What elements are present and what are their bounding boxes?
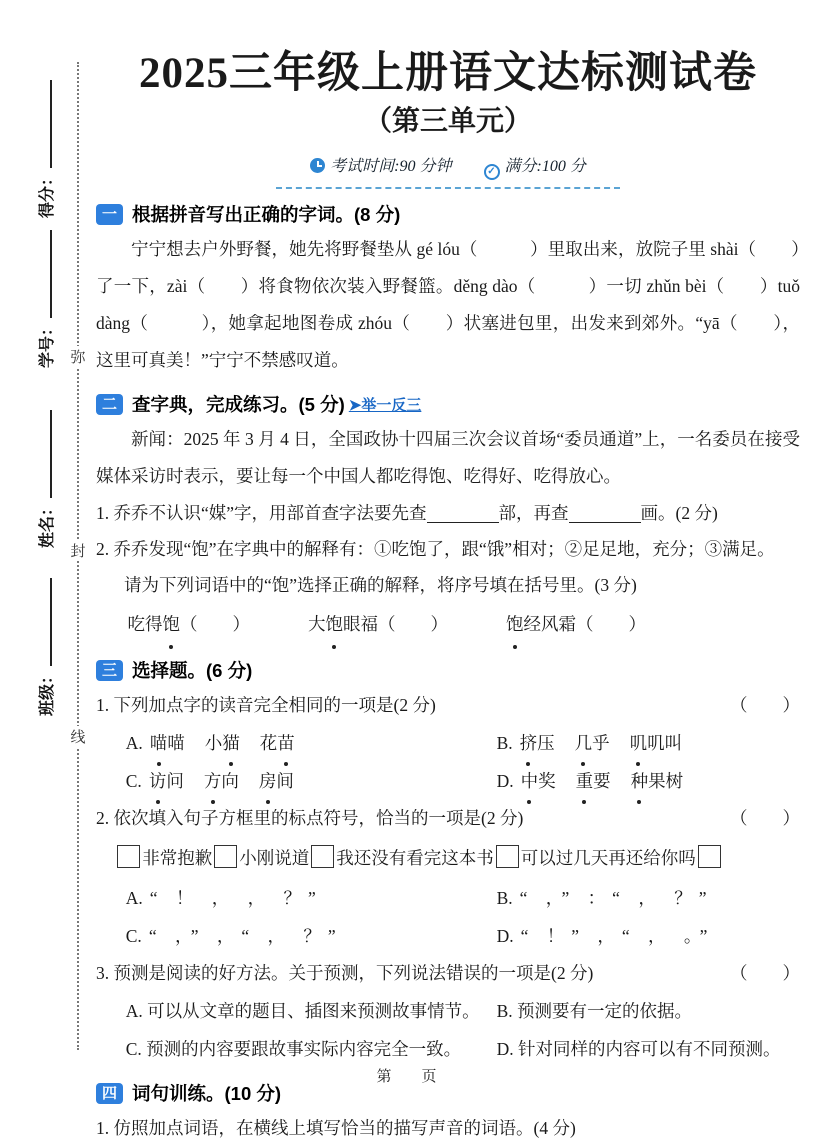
option-label: D. bbox=[496, 771, 514, 792]
char: 乎 bbox=[592, 733, 610, 754]
punctuation-box bbox=[214, 845, 237, 868]
section-2-title: 查字典，完成练习。(5 分) bbox=[132, 394, 345, 416]
dotted-char: 几 bbox=[575, 724, 593, 762]
punctuation-box bbox=[698, 845, 721, 868]
s3-question-2 bbox=[96, 800, 800, 837]
char: 奖 bbox=[538, 771, 556, 792]
char: 经 bbox=[523, 614, 541, 635]
name-blank-line bbox=[37, 410, 52, 498]
seal-char-mi: 弥 bbox=[67, 346, 89, 367]
s2-q1-part3: 画。(2 分) bbox=[640, 503, 718, 524]
student-number-blank-line bbox=[37, 230, 52, 318]
char: 得 bbox=[145, 614, 163, 635]
punctuation-box bbox=[117, 845, 140, 868]
fill-blank bbox=[569, 503, 641, 523]
option-label: D. bbox=[496, 926, 514, 947]
seal-char-xian: 线 bbox=[67, 726, 89, 747]
choice-option bbox=[126, 879, 497, 917]
s2-q1-part1: 1. 乔乔不认识“媒”字，用部首查字法要先查 bbox=[96, 503, 427, 524]
s3-q2-text: 2. 依次填入句子方框里的标点符号，恰当的一项是(2 分) bbox=[96, 808, 524, 829]
char: 向 bbox=[221, 771, 239, 792]
dotted-char: 访 bbox=[149, 762, 167, 800]
dotted-char: 苗 bbox=[277, 724, 295, 762]
emphasized-word bbox=[575, 733, 610, 753]
emphasized-word bbox=[520, 733, 555, 753]
section-3-badge: 三 bbox=[96, 660, 123, 681]
dotted-char: 房 bbox=[259, 762, 277, 800]
exam-time-label: 考试时间:90 分钟 bbox=[330, 158, 452, 176]
score-blank-line bbox=[37, 80, 52, 168]
choice-option bbox=[497, 879, 800, 917]
option-label: C. bbox=[125, 771, 142, 792]
emphasized-word bbox=[630, 733, 683, 753]
punctuation-sequence: “ ！ ， ， ？” bbox=[149, 888, 323, 909]
option-row bbox=[96, 992, 800, 1030]
clock-icon bbox=[310, 158, 325, 173]
emphasized-word bbox=[631, 771, 684, 791]
option-row bbox=[96, 879, 800, 917]
emphasized-word bbox=[204, 771, 239, 791]
s3-q1-text: 1. 下列加点字的读音完全相同的一项是(2 分) bbox=[96, 695, 436, 716]
answer-paren: （ ） bbox=[378, 614, 448, 635]
s3-q2-options bbox=[96, 879, 800, 955]
emphasized-word bbox=[260, 733, 295, 753]
s3-question-1 bbox=[96, 687, 800, 724]
punctuation-box-sentence bbox=[96, 837, 800, 879]
class-blank-line bbox=[37, 578, 52, 666]
student-number-label: 学号： bbox=[39, 319, 56, 368]
char: 间 bbox=[276, 771, 294, 792]
emphasized-word bbox=[150, 733, 185, 753]
exam-info-bar bbox=[96, 151, 800, 189]
emphasized-word bbox=[506, 614, 576, 634]
dotted-char: 中 bbox=[521, 762, 539, 800]
exam-info-inner bbox=[276, 151, 620, 189]
dotted-char: 方 bbox=[204, 762, 222, 800]
section-2-badge: 二 bbox=[96, 394, 123, 415]
char: 树 bbox=[665, 771, 684, 792]
s3-question-3 bbox=[96, 955, 800, 992]
news-paragraph: 新闻：2025 年 3 月 4 日，全国政协十四届三次会议首场“委员通道”上，一名委员在接受媒体采访时表示，要让每一个中国人都吃得饱、吃得好、吃得放心。 bbox=[96, 429, 800, 487]
s3-q1-options bbox=[96, 724, 800, 800]
box-sentence-segment: 可以过几天再还给你吗 bbox=[520, 848, 696, 869]
choice-option bbox=[126, 917, 497, 955]
char: 大 bbox=[308, 614, 326, 635]
char: 压 bbox=[537, 733, 555, 754]
section-4-badge: 四 bbox=[96, 1083, 123, 1104]
choice-option bbox=[126, 724, 497, 762]
emphasized-word bbox=[205, 733, 240, 753]
pinyin-fill-paragraph: 宁宁想去户外野餐，她先将野餐垫从 gé lóu（ ）里取出来，放院子里 shài（ ）了一下，zài（ ）将食物依次装入野餐篮。děng dào（ ）一切 zhǔn bèi（ ）tuǒ dàng（ ），她拿起地图卷成 zhóu（ ）状塞进包里，出发来到郊外。“yā（ ），这里可真美！”宁宁不禁感叹道。 bbox=[96, 239, 800, 371]
box-sentence-segment: 我还没有看完这本书 bbox=[336, 848, 494, 869]
dictionary-word-item bbox=[308, 603, 448, 645]
s3-q3-options bbox=[96, 992, 800, 1068]
dictionary-word-item bbox=[506, 603, 646, 645]
main-content bbox=[96, 0, 800, 1146]
option-label: C. bbox=[125, 926, 142, 947]
dotted-char: 喵 bbox=[150, 724, 168, 762]
char: 果 bbox=[648, 771, 666, 792]
score-field bbox=[34, 58, 56, 218]
char: 眼 bbox=[343, 614, 361, 635]
box-sentence-segment: 小刚说道 bbox=[239, 848, 310, 869]
score-label: 得分： bbox=[39, 169, 56, 218]
answer-paren: （ ） bbox=[576, 614, 646, 635]
name-label: 姓名： bbox=[39, 499, 56, 548]
page-title: 2025三年级上册语文达标测试卷 bbox=[139, 50, 757, 97]
dotted-char: 挤 bbox=[520, 724, 538, 762]
section-3-title: 选择题。(6 分) bbox=[132, 660, 253, 682]
option-label: A. bbox=[125, 733, 143, 754]
choice-option bbox=[497, 917, 800, 955]
emphasized-word bbox=[308, 614, 378, 634]
section-1-title: 根据拼音写出正确的字词。(8 分) bbox=[132, 204, 401, 226]
option-row bbox=[96, 724, 800, 762]
class-label: 班级： bbox=[39, 667, 56, 716]
s2-question-2-line2: 请为下列词语中的“饱”选择正确的解释，将序号填在括号里。(3 分) bbox=[124, 575, 637, 596]
dotted-char: 叽 bbox=[630, 724, 648, 762]
option-label: A. bbox=[125, 888, 143, 909]
char: 喵 bbox=[167, 733, 185, 754]
option-row bbox=[96, 1030, 800, 1068]
emphasized-word bbox=[259, 771, 294, 791]
s3-q3-text: 3. 预测是阅读的好方法。关于预测，下列说法错误的一项是(2 分) bbox=[96, 963, 594, 984]
box-sentence-segment: 非常抱歉 bbox=[142, 848, 213, 869]
emphasized-word bbox=[149, 771, 184, 791]
option-row bbox=[96, 762, 800, 800]
choice-option bbox=[497, 762, 800, 800]
section-2-header bbox=[96, 391, 800, 417]
char: 叫 bbox=[664, 733, 683, 754]
student-number-field bbox=[34, 208, 56, 368]
char: 霜 bbox=[558, 614, 576, 635]
char: 风 bbox=[541, 614, 559, 635]
dotted-char: 猫 bbox=[222, 724, 240, 762]
choice-option: B. 预测要有一定的依据。 bbox=[496, 1001, 692, 1022]
punctuation-box bbox=[311, 845, 334, 868]
seal-char-feng: 封 bbox=[67, 540, 89, 561]
bao-words-row bbox=[96, 603, 800, 645]
dotted-char: 饱 bbox=[506, 603, 524, 645]
class-field bbox=[34, 556, 56, 716]
s3-q3-answer-paren: （ ） bbox=[730, 963, 800, 984]
dictionary-word-item bbox=[128, 603, 251, 645]
s4-question-1: 1. 仿照加点词语，在横线上填写恰当的描写声音的词语。(4 分) bbox=[96, 1118, 576, 1139]
full-score-item bbox=[484, 158, 586, 175]
option-label: B. bbox=[496, 733, 513, 754]
char: 吃 bbox=[127, 614, 145, 635]
s2-question-2-line1: 2. 乔乔发现“饱”在字典中的解释有：①吃饱了，跟“饿”相对；②足足地，充分；③满足。 bbox=[96, 539, 775, 560]
answer-paren: （ ） bbox=[180, 614, 250, 635]
s3-q2-answer-paren: （ ） bbox=[730, 808, 800, 829]
dotted-char: 饱 bbox=[326, 603, 344, 645]
emphasized-word bbox=[521, 771, 556, 791]
emphasized-word bbox=[128, 614, 181, 634]
punctuation-sequence: “ ！” ，“ ， 。” bbox=[520, 926, 715, 947]
circled-check-icon bbox=[484, 164, 500, 180]
section-1-header bbox=[96, 201, 800, 227]
exam-time-item bbox=[310, 158, 455, 175]
char: 叽 bbox=[647, 733, 665, 754]
char: 小 bbox=[204, 733, 223, 754]
s2-q1-part2: 部，再查 bbox=[498, 503, 569, 524]
dotted-char: 重 bbox=[576, 762, 594, 800]
name-field bbox=[34, 388, 56, 548]
dotted-char: 饱 bbox=[163, 603, 181, 645]
s3-q1-answer-paren: （ ） bbox=[730, 695, 800, 716]
choice-option bbox=[126, 762, 497, 800]
option-row bbox=[96, 917, 800, 955]
s2-question-1 bbox=[96, 495, 800, 531]
full-score-label: 满分:100 分 bbox=[504, 158, 586, 176]
char: 花 bbox=[259, 733, 278, 754]
section-1-badge: 一 bbox=[96, 204, 123, 225]
choice-option bbox=[497, 724, 800, 762]
page-subtitle: （第三单元） bbox=[363, 106, 532, 138]
choice-option: A. 可以从文章的题目、插图来预测故事情节。 bbox=[125, 1001, 480, 1022]
punctuation-sequence: “ ，” ：“ ， ？” bbox=[519, 888, 714, 909]
fill-blank bbox=[427, 503, 499, 523]
choice-option: D. 针对同样的内容可以有不同预测。 bbox=[496, 1039, 781, 1060]
punctuation-sequence: “ ，” ，“ ， ？” bbox=[148, 926, 343, 947]
option-label: B. bbox=[496, 888, 513, 909]
char: 福 bbox=[360, 614, 378, 635]
section-3-header bbox=[96, 657, 800, 683]
ju-yi-fan-san-link[interactable]: ➤举一反三 bbox=[348, 396, 422, 414]
char: 问 bbox=[166, 771, 184, 792]
char: 要 bbox=[593, 771, 611, 792]
punctuation-box bbox=[496, 845, 519, 868]
choice-option: C. 预测的内容要跟故事实际内容完全一致。 bbox=[125, 1039, 462, 1060]
emphasized-word bbox=[576, 771, 611, 791]
dotted-char: 种 bbox=[631, 762, 649, 800]
page-number-footer: 第 页 bbox=[376, 1068, 437, 1085]
section-4-title: 词句训练。(10 分) bbox=[132, 1083, 282, 1105]
